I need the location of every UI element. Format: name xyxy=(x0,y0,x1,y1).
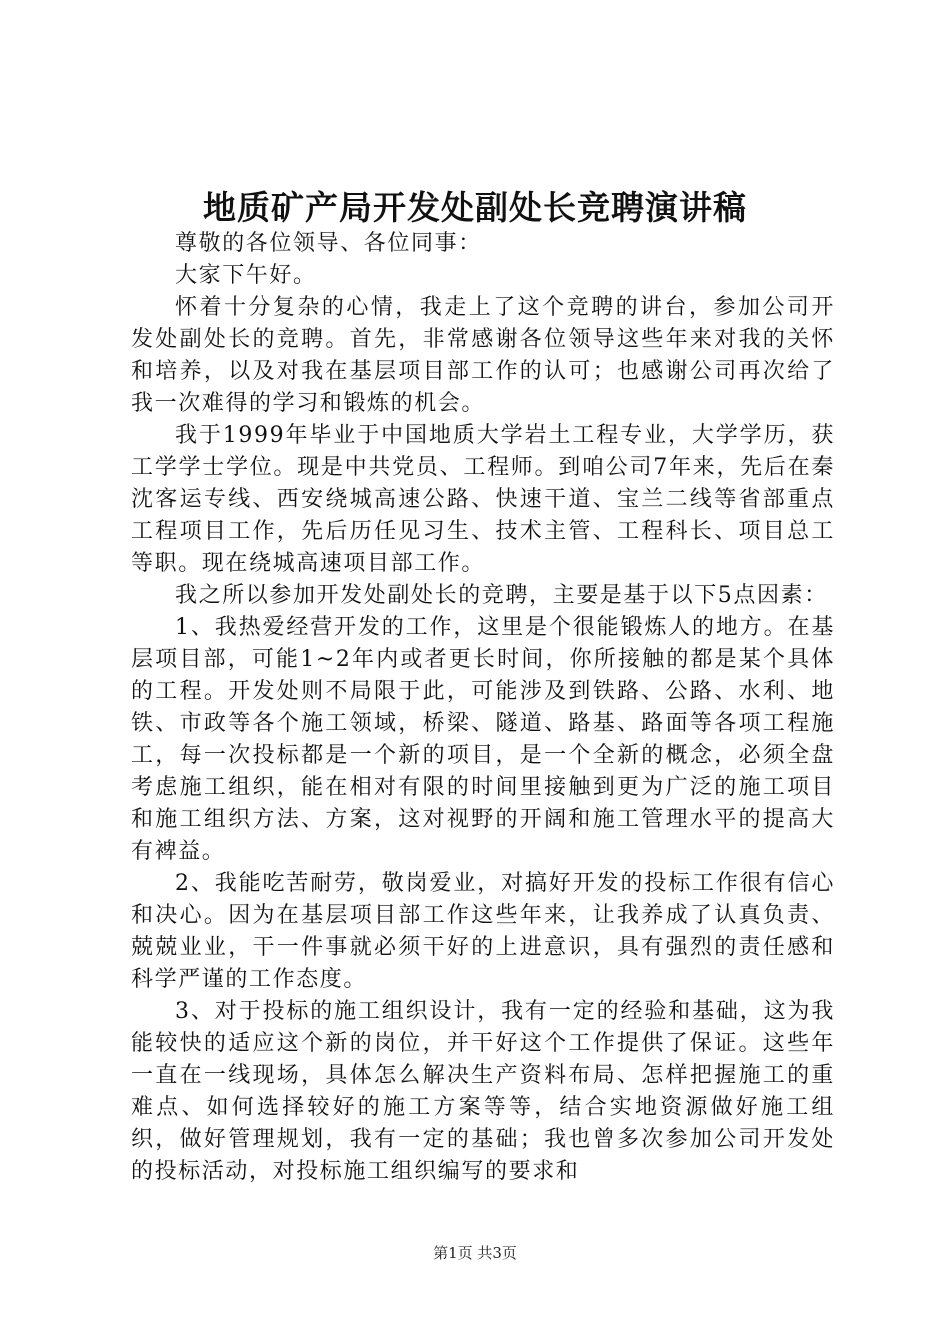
reasons-intro-paragraph: 我之所以参加开发处副处长的竞聘，主要是基于以下5点因素： xyxy=(175,583,828,608)
document-title: 地质矿产局开发处副处长竞聘演讲稿 xyxy=(203,188,747,227)
page-number-footer: 第1页 共3页 xyxy=(433,1244,517,1262)
background-paragraph: 我于1999年毕业于中国地质大学岩土工程专业，大学学历，获工学学士学位。现是中共党员、工程师。到咱公司7年来，先后在秦沈客运专线、西安绕城高速公路、快速干道、宝兰二线等省部重点工程项目工作，先后历任见习生、技术主管、工程科长、项目总工等职。现在绕城高速项目部工作。 xyxy=(131,423,835,576)
reason-2-paragraph: 2、我能吃苦耐劳，敬岗爱业，对搞好开发的投标工作很有信心和决心。因为在基层项目部工作这些年来，让我养成了认真负责、兢兢业业，干一件事就必须干好的上进意识，具有强烈的责任感和科学严谨的工作态度。 xyxy=(131,871,835,992)
document-body xyxy=(131,228,835,1188)
reason-3-paragraph: 3、对于投标的施工组织设计，我有一定的经验和基础，这为我能较快的适应这个新的岗位，并干好这个工作提供了保证。这些年一直在一线现场，具体怎么解决生产资料布局、怎样把握施工的重难点、如何选择较好的施工方案等等，结合实地资源做好施工组织，做好管理规划，我有一定的基础；我也曾多次参加公司开发处的投标活动，对投标施工组织编写的要求和 xyxy=(131,999,835,1184)
salutation-paragraph: 尊敬的各位领导、各位同事： xyxy=(175,231,482,256)
greeting-paragraph: 大家下午好。 xyxy=(175,263,317,288)
reason-1-paragraph: 1、我热爱经营开发的工作，这里是个很能锻炼人的地方。在基层项目部，可能1~2年内或者更长时间，你所接触的都是某个具体的工程。开发处则不局限于此，可能涉及到铁路、公路、水利、地铁、市政等各个施工领域，桥梁、隧道、路基、路面等各项工程施工，每一次投标都是一个新的项目，是一个全新的概念，必须全盘考虑施工组织，能在相对有限的时间里接触到更为广泛的施工项目和施工组织方法、方案，这对视野的开阔和施工管理水平的提高大有裨益。 xyxy=(131,615,835,864)
opening-paragraph: 怀着十分复杂的心情，我走上了这个竞聘的讲台，参加公司开发处副处长的竞聘。首先，非常感谢各位领导这些年来对我的关怀和培养，以及对我在基层项目部工作的认可；也感谢公司再次给了我一次难得的学习和锻炼的机会。 xyxy=(131,295,835,416)
